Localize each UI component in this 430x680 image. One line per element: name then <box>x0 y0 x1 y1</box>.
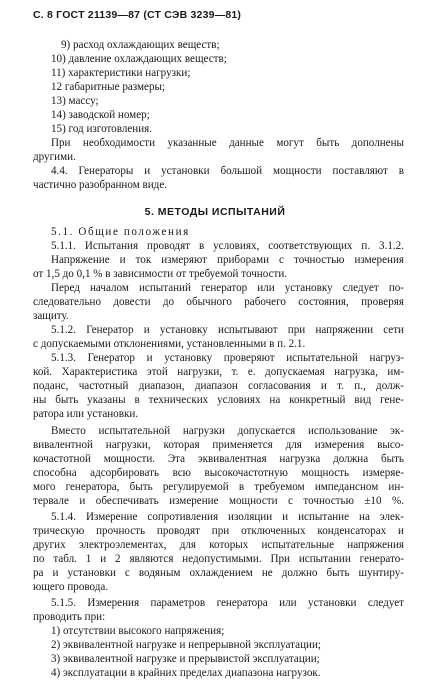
paragraph-line: 5.1.4. Измерение сопротивления изоляции и испытание на элек- <box>51 511 404 523</box>
paragraph-line: кой. Характеристика этой нагрузки, т. е. допускаемая нагрузка, им- <box>33 366 404 378</box>
page-header: С. 8 ГОСТ 21139—87 (СТ СЭВ 3239—81) <box>33 9 242 21</box>
section-heading: 5. МЕТОДЫ ИСПЫТАНИЙ <box>144 206 286 218</box>
paragraph-line: 5.1.2. Генератор и установку испытывают при напряжении сети <box>51 324 404 336</box>
paragraph-line: трическую прочность проводят при отключенных конденсаторах и <box>33 525 404 537</box>
paragraph-line: другими. <box>33 151 76 163</box>
paragraph-line: ющего провода. <box>33 581 109 593</box>
paragraph-line: тервале и обеспечивать измерение мощности с точностью ±10 %. <box>33 495 404 507</box>
paragraph-line: защиту. <box>33 310 69 322</box>
paragraph-line: 5.1.5. Измерения параметров генератора или установки следует <box>51 597 404 609</box>
paragraph-line: кочастотной мощности. Эта эквивалентная нагрузка должна быть <box>33 453 404 465</box>
paragraph-line: 5.1.3. Генератор и установку проверяют испытательной нагруз- <box>51 352 404 364</box>
paragraph-line: ратора или установки. <box>33 408 139 420</box>
list-item: 9) расход охлаждающих веществ; <box>61 39 220 51</box>
paragraph-line: способна адсорбировать всю высокочастотную мощность измеряе- <box>33 467 404 479</box>
paragraph-line: следовательно довести до обычного рабочего состояния, проверяя <box>33 296 404 308</box>
paragraph-line: мого генератора, быть регулируемой в требуемом импедансном ин- <box>33 481 404 493</box>
paragraph-line: поданс, частотный диапазон, диапазон согласования и т. п., долж- <box>33 380 404 392</box>
paragraph-line: ны быть указаны в технических условиях на конкретный вид гене- <box>33 394 404 406</box>
paragraph-line: Вместо испытательной нагрузки допускается использование эк- <box>51 425 404 437</box>
paragraph-line: Напряжение и ток измеряют приборами с точностью измерения <box>51 254 404 266</box>
list-item: 1) отсутствии высокого напряжения; <box>51 625 225 637</box>
list-item: 3) эквивалентной нагрузке и прерывистой эксплуатации; <box>51 653 320 665</box>
paragraph-line: других электроэлементах, для которых испытательные напряжения <box>33 539 404 551</box>
list-item: 14) заводской номер; <box>51 109 150 121</box>
list-item: 11) характеристики нагрузки; <box>51 67 191 79</box>
paragraph-line: Перед началом испытаний генератор или установку следует по- <box>51 282 404 294</box>
paragraph-line: При необходимости указанные данные могут быть дополнены <box>51 137 404 149</box>
list-item: 10) давление охлаждающих веществ; <box>51 53 227 65</box>
list-item: 13) массу; <box>51 95 99 107</box>
paragraph-line: ра и установки с водяным охлаждением не должно быть шунтиру- <box>33 567 404 579</box>
paragraph-line: частично разобранном виде. <box>33 179 168 191</box>
list-item: 12 габаритные размеры; <box>51 81 166 93</box>
paragraph-line: вивалентной нагрузки, которая применяется для измерения высо- <box>33 439 404 451</box>
paragraph-line: по табл. 1 и 2 являются недопустимыми. При испытании генерато- <box>33 553 404 565</box>
paragraph-line: от 1,5 до 0,1 % в зависимости от требуемой точности. <box>33 268 288 280</box>
paragraph-line: 4.4. Генераторы и установки большой мощности поставляют в <box>51 165 404 177</box>
paragraph-line: 5.1.1. Испытания проводят в условиях, соответствующих п. 3.1.2. <box>51 240 404 252</box>
list-item: 2) эквивалентной нагрузке и непрерывной эксплуатации; <box>51 639 321 651</box>
subsection-heading: 5.1. Общие положения <box>51 226 190 238</box>
paragraph-line: с допускаемыми отклонениями, установленными в п. 2.1. <box>33 338 306 350</box>
paragraph-line: проводить при: <box>33 611 106 623</box>
list-item: 15) год изготовления. <box>51 123 153 135</box>
list-item: 4) эксплуатации в крайних пределах диапазона нагрузок. <box>51 667 321 679</box>
